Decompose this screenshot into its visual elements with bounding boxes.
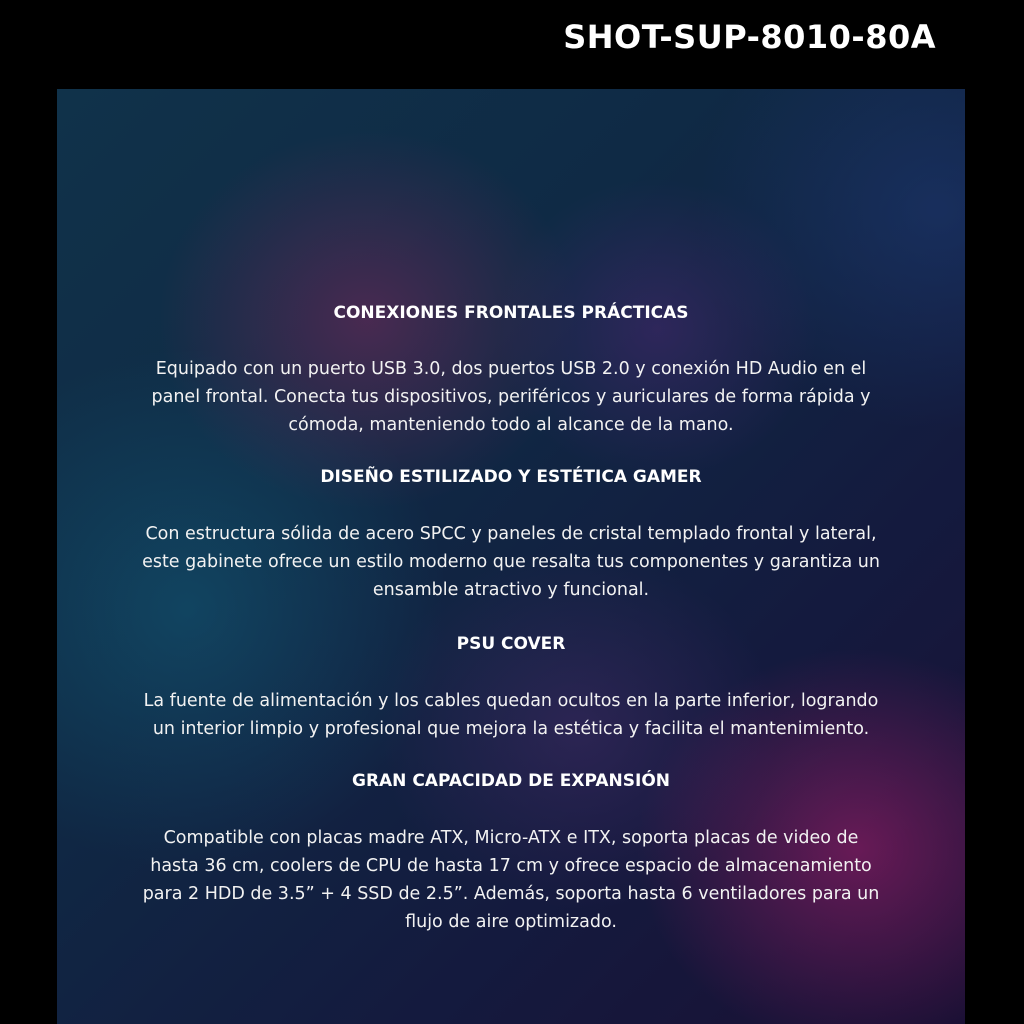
feature-section-psu-cover [57,634,965,743]
section-body: Compatible con placas madre ATX, Micro-ATX e ITX, soporta placas de video de hasta 36 cm, coolers de CPU de hasta 17 cm y ofrece espacio de almacenamiento para 2 HDD de 3.5” + 4 SSD de 2.5”. Además, soporta hasta 6 ventiladores para un flujo de aire optimizado. [142,828,880,932]
section-heading: DISEÑO ESTILIZADO Y ESTÉTICA GAMER [320,467,702,487]
section-body: Con estructura sólida de acero SPCC y paneles de cristal templado frontal y lateral, este gabinete ofrece un estilo moderno que resalta tus componentes y garantiza un ensamble atractivo y funcional. [142,524,880,600]
section-heading: PSU COVER [456,634,566,654]
feature-section-expansion [57,771,965,936]
feature-section-front-connections [57,303,965,439]
feature-list [57,303,965,936]
model-code-title: SHOT-SUP-8010-80A [563,18,936,56]
feature-panel [57,89,965,1024]
section-heading: CONEXIONES FRONTALES PRÁCTICAS [333,303,689,323]
section-body: Equipado con un puerto USB 3.0, dos puertos USB 2.0 y conexión HD Audio en el panel frontal. Conecta tus dispositivos, periféricos y auriculares de forma rápida y cómoda, manteniendo todo al alcance de la mano. [151,359,871,435]
feature-section-design [57,467,965,604]
section-heading: GRAN CAPACIDAD DE EXPANSIÓN [351,771,671,791]
section-body: La fuente de alimentación y los cables quedan ocultos en la parte inferior, logrando un interior limpio y profesional que mejora la estética y facilita el mantenimiento. [143,691,879,739]
